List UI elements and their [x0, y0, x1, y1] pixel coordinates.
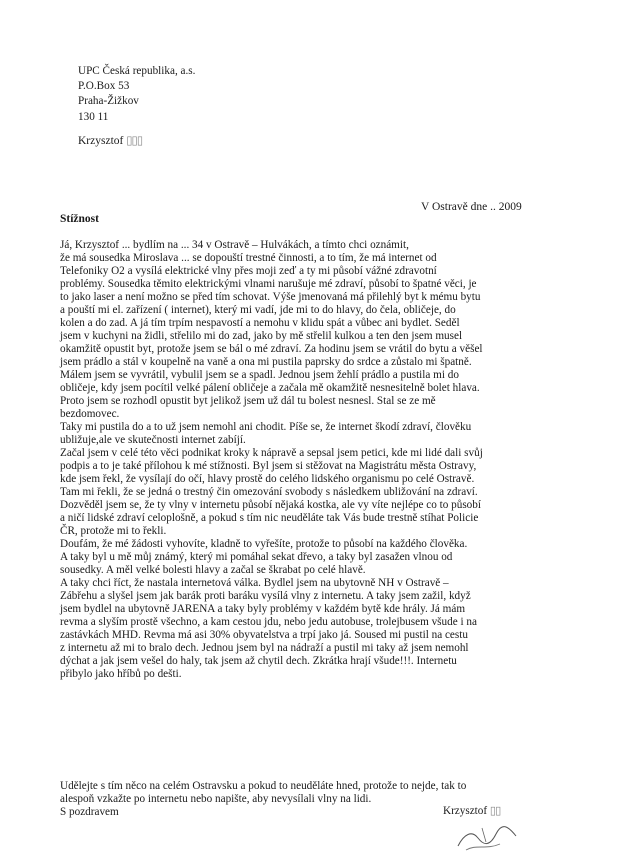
body-line: bezdomovec.: [60, 408, 120, 420]
body-line: jsem prádlo a stál v koupelně na vaně a ona mi pustila paprsky do srdce a zůstalo mi špatně.: [60, 356, 472, 368]
body-line: Začal jsem v celé této věci podnikat kroky k nápravě a sepsal jsem petici, kde mi lidé dali svůj: [60, 447, 483, 459]
body-line: a pouští mi el. zařízení ( internet), který mi vadí, jde mi to do hlavy, do čela, obličeje, do: [60, 304, 456, 316]
body-line: kolen a do zad. A já tím trpím nespavostí a nemohu v klidu spát a vůbec ani bydlet. Seděl: [60, 317, 460, 329]
closing-line: alespoň vzkažte po internetu nebo napište, aby nevysílali vlny na lidi.: [60, 793, 372, 805]
sender-name: Krzysztof: [78, 135, 124, 147]
body-line: Tam mi řekli, že se jedná o trestný čin omezování svobody s následkem ubližování na zdraví.: [60, 486, 478, 498]
handwritten-signature: [452, 816, 522, 856]
body-line: podpis a to je také přílohou k mé stížnosti. Byl jsem si stěžovat na Magistrátu města Ostravy,: [60, 460, 477, 472]
body-line: Zábřehu a slyšel jsem jak barák proti baráku vysílá vlny z internetu. A taky jsem zažil, když: [60, 590, 471, 602]
body-line: okamžitě opustit byt, protože jsem se bál o mé zdraví. Za hodinu jsem se vrátil do bytu a věšel: [60, 343, 483, 355]
body-line: A taky chci říct, že nastala internetová válka. Bydlel jsem na ubytovně NH v Ostravě –: [60, 577, 449, 589]
body-line: revma a slyším prostě všechno, a kam cestou jdu, nebo jedu autobuse, trolejbusem všude i na: [60, 616, 477, 628]
body-line: že má sousedka Miroslava ... se dopouští trestné činnosti, a to tím, že má internet od: [60, 252, 437, 264]
body-line: kde jsem řekl, že vysílají do očí, hlavy prostě do celého lidského organismu po celé Ostravě.: [60, 473, 475, 485]
body-line: ČR, protože mi to řekli.: [60, 525, 167, 537]
body-line: přibylo jako hříbů po dešti.: [60, 668, 182, 680]
body-line: Telefoniky O2 a vysílá elektrické vlny přes moji zeď a ty mi působí vážné zdravotní: [60, 265, 437, 277]
closing-line: S pozdravem: [60, 806, 119, 818]
body-line: ubližuje,ale ve skutečnosti internet zabíjí.: [60, 434, 246, 446]
redacted-mark: ▯▯▯: [126, 135, 143, 147]
body-line: problémy. Sousedka těmito elektrickými vlnami narušuje mé zdraví, působí to špatné věci, je: [60, 278, 477, 290]
closing-line: Udělejte s tím něco na celém Ostravsku a pokud to neuděláte hned, protože to nejde, tak to: [60, 780, 467, 792]
body-line: sousedky. A měl velké bolesti hlavy a začal se škrabat po celé hlavě.: [60, 564, 366, 576]
body-line: to jako laser a není možno se před tím schovat. Výše jmenovaná má přilehlý byt k mému bytu: [60, 291, 481, 303]
body-line: Doufám, že mé žádosti vyhovíte, kladně to vyřešíte, protože to působí na každého člověka.: [60, 538, 468, 550]
redacted-mark: ▯▯: [489, 805, 501, 817]
body-line: Dozvěděl jsem se, že ty vlny v internetu působí nějaká kostka, ale vy víte nejlépe co to působí: [60, 499, 481, 511]
body-line: A taky byl u mě můj známý, který mi pomáhal sekat dřevo, a taky byl zasažen vlnou od: [60, 551, 453, 563]
body-line: Taky mi pustila do a to už jsem nemohl ani chodit. Píše se, že internet škodí zdraví, člověku: [60, 421, 472, 433]
sender-name-block: [78, 135, 142, 148]
body-line: z internetu až mi to bralo dech. Jednou jsem byl na nádraží a pustil mi taky až jsem nemohl: [60, 642, 469, 654]
recipient-line-2: P.O.Box 53: [78, 80, 130, 93]
body-line: dýchat a jak jsem vešel do haly, tak jsem až chytil dech. Zkrátka hrají všude!!!. Internetu: [60, 655, 457, 667]
recipient-line-1: UPC Česká republika, a.s.: [78, 65, 196, 77]
body-line: Já, Krzysztof ... bydlím na ... 34 v Ostravě – Hulvákách, a tímto chci oznámit,: [60, 239, 409, 251]
body-line: jsem v kuchyni na židli, střelilo mi do zad, jako by mě střelil kulkou a ten den jsem musel: [60, 330, 463, 342]
recipient-line-3: Praha-Žižkov: [78, 95, 139, 108]
body-line: obličeje, kdy jsem pocítil velké pálení obličeje a začala mě okamžitě nesnesitelně bolet hlava.: [60, 382, 480, 394]
body-line: zastávkách MHD. Revma má asi 30% obyvatelstva a trpí jako já. Soused mi pustil na cestu: [60, 629, 468, 641]
body-line: jsem bydlel na ubytovně JARENA a taky byly problémy v každém bytě kde hrály. Já mám: [60, 603, 466, 615]
body-line: Proto jsem se rozhodl opustit byt jelikož jsem už dál tu bolest nesnesl. Stal se ze mě: [60, 395, 436, 407]
recipient-line-4: 130 11: [78, 110, 109, 123]
signer-name: Krzysztof: [443, 805, 488, 817]
recipient-address: [78, 64, 195, 125]
body-line: Málem jsem se vyvrátil, vybulil jsem se a spadl. Jednou jsem žehlí prádlo a pustila mi do: [60, 369, 459, 381]
letter-body: [60, 239, 560, 681]
date-line: V Ostravě dne .. 2009: [421, 201, 522, 213]
body-line: a ničí lidské zdraví celoplošně, a pokud s tím nic neuděláte tak Vás bude trestně stíhat Policie: [60, 512, 479, 524]
subject-heading: Stížnost: [60, 213, 99, 225]
